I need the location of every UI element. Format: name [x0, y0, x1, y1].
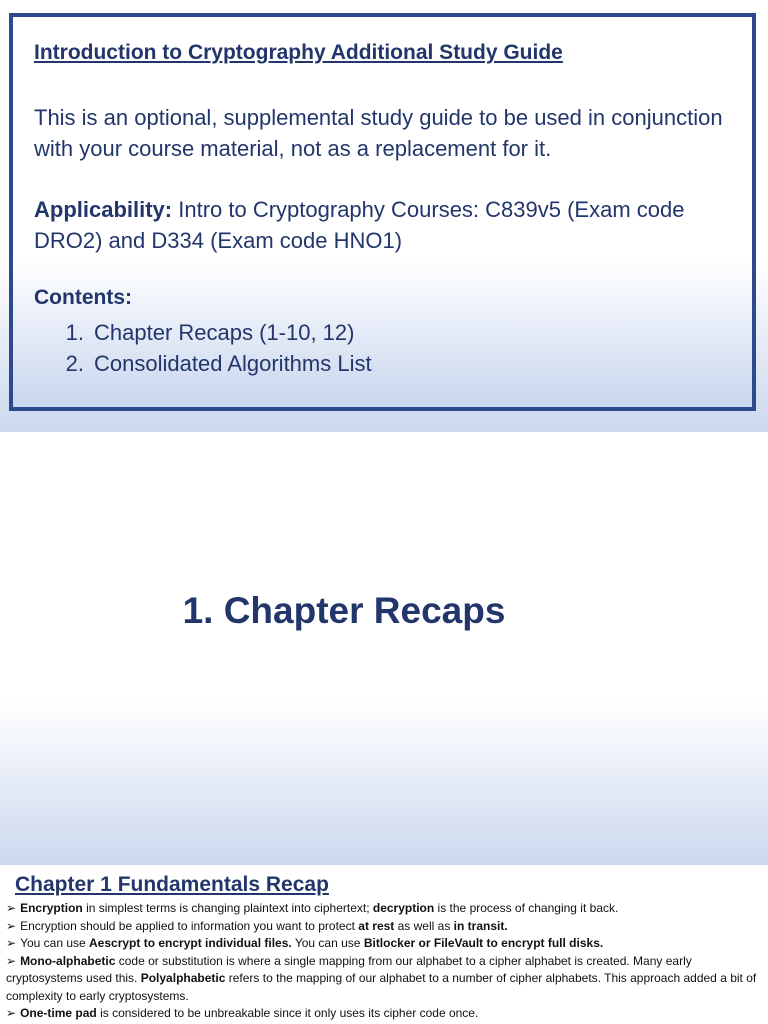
chapter-title: Chapter 1 Fundamentals Recap	[15, 873, 329, 896]
bullet-bold-text: Mono-alphabetic	[20, 953, 116, 968]
applicability-label: Applicability:	[34, 197, 173, 222]
contents-item-number: 1.	[65, 320, 84, 345]
section-title: 1. Chapter Recaps	[182, 590, 506, 631]
section-slide	[0, 432, 768, 865]
title-slide	[0, 0, 768, 432]
bullet-text: code or substitution is where a single mapping from our alphabet to a cipher alphabet is created. Many early cryptosystems used this.	[6, 953, 692, 985]
contents-item-text: Consolidated Algorithms List	[94, 351, 372, 376]
guide-title: Introduction to Cryptography Additional Study Guide	[34, 41, 563, 64]
bullet-text: is considered to be unbreakable since it only uses its cipher code once.	[96, 1006, 479, 1020]
bullet-arrow-icon: ➢	[6, 936, 17, 950]
bullet-text: in simplest terms is changing plaintext into ciphertext;	[82, 901, 373, 915]
bullet-arrow-icon: ➢	[6, 918, 17, 933]
bullet-arrow-icon: ➢	[6, 1006, 17, 1020]
bullet-arrow-icon: ➢	[6, 953, 17, 968]
bullet-bold-text: in transit.	[453, 918, 508, 933]
recap-bullet	[6, 918, 764, 936]
contents-item	[34, 348, 372, 379]
contents-item-number: 2.	[65, 351, 84, 376]
bullet-text: is the process of changing it back.	[434, 901, 619, 915]
contents-list	[34, 317, 372, 379]
recap-bullet	[6, 1005, 764, 1023]
bullet-text: refers to the mapping of our alphabet to a number of cipher alphabets. This approach added a bit of complexity to early cryptosystems.	[6, 971, 757, 1003]
recap-bullet	[6, 953, 764, 1006]
bullet-bold-text: Polyalphabetic	[140, 971, 226, 985]
recap-bullet	[6, 900, 764, 918]
applicability-text: Intro to Cryptography Courses: C839v5 (Exam code DRO2) and D334 (Exam code HNO1)	[34, 197, 685, 253]
study-guide-card	[9, 13, 756, 411]
bullet-bold-text: at rest	[358, 918, 395, 933]
applicability	[34, 194, 734, 256]
contents-label: Contents:	[34, 286, 132, 309]
bullet-text: Encryption should be applied to information you want to protect	[20, 918, 359, 933]
recap-bullet-list	[6, 900, 764, 1023]
guide-intro: This is an optional, supplemental study guide to be used in conjunction with your course material, not as a replacement for it.	[34, 105, 723, 161]
bullet-bold-text: Bitlocker or FileVault to encrypt full disks.	[363, 936, 604, 950]
recap-bullet	[6, 935, 764, 953]
bullet-text: as well as	[394, 918, 454, 933]
bullet-bold-text: One-time pad	[20, 1006, 97, 1020]
bullet-arrow-icon: ➢	[6, 901, 17, 915]
bullet-bold-text: decryption	[372, 901, 435, 915]
chapter-recap-slide	[0, 865, 768, 1024]
bullet-bold-text: Aescrypt to encrypt individual files.	[89, 936, 292, 950]
contents-item	[34, 317, 372, 348]
bullet-bold-text: Encryption	[20, 901, 83, 915]
contents-item-text: Chapter Recaps (1-10, 12)	[94, 320, 355, 345]
bullet-text: You can use	[291, 936, 364, 950]
bullet-text: You can use	[20, 936, 90, 950]
